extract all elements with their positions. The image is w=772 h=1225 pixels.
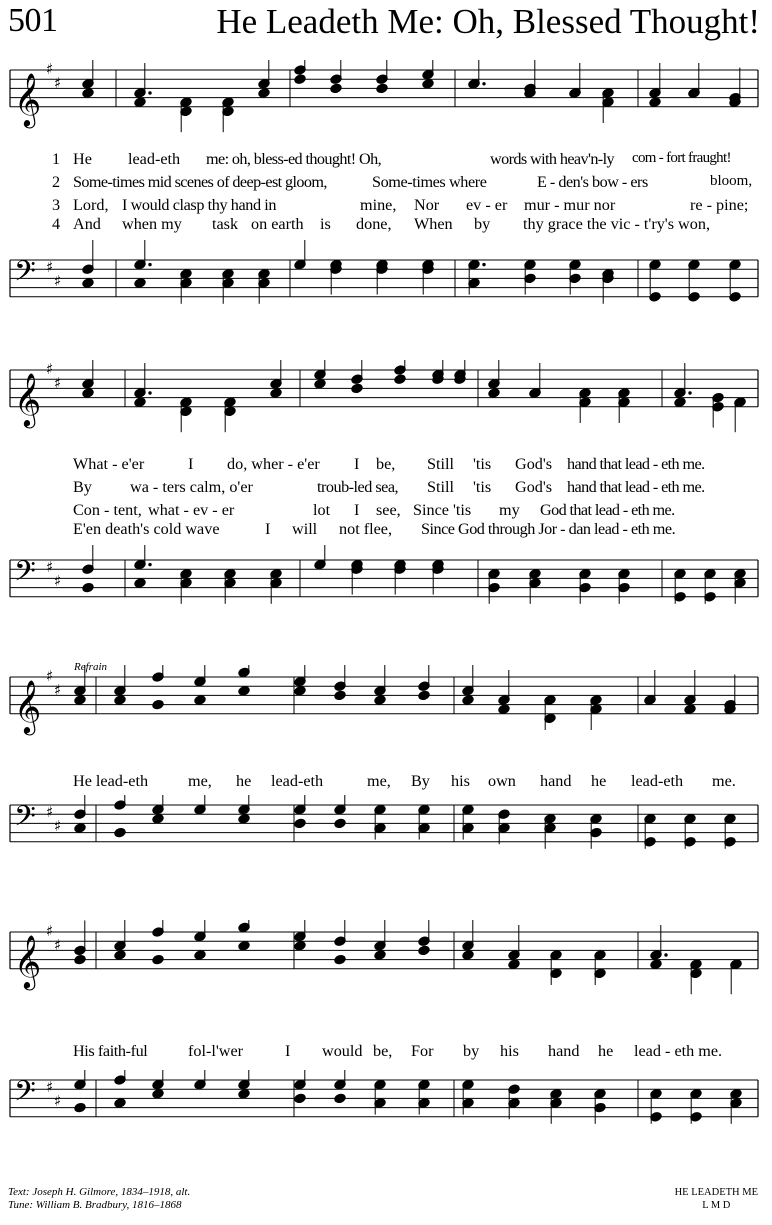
note-head — [334, 1093, 346, 1104]
treble-clef-icon: 𝄞 — [14, 71, 42, 126]
lyric-fragment: my — [499, 501, 520, 519]
note-head — [294, 940, 306, 951]
lyric-fragment: will — [292, 520, 318, 538]
lyric-fragment: me, — [367, 772, 391, 790]
lyric-fragment: not flee, — [339, 520, 393, 538]
lyric-fragment: I — [285, 1042, 291, 1060]
sharp-icon: ♯ — [46, 258, 54, 276]
lyric-fragment: Still — [427, 455, 454, 473]
lyric-fragment: hand — [540, 772, 572, 790]
verse-number: 2 — [52, 173, 61, 191]
sharp-icon: ♯ — [46, 1078, 54, 1096]
note-head — [650, 959, 662, 970]
lyric-fragment: hand — [548, 1042, 580, 1060]
lyric-fragment: By — [73, 478, 92, 496]
lyric-fragment: I — [265, 520, 271, 538]
hymn-number: 501 — [8, 2, 58, 39]
lyric-fragment: And — [73, 215, 101, 233]
text-credit: Text: Joseph H. Gilmore, 1834–1918, alt. — [8, 1186, 191, 1198]
sharp-icon: ♯ — [54, 572, 62, 590]
note-head — [114, 950, 126, 961]
bass-clef-icon: 𝄢 — [14, 255, 36, 295]
lyric-fragment: troub-led sea, — [317, 478, 399, 496]
sharp-icon: ♯ — [46, 667, 54, 685]
lyric-fragment: task — [212, 215, 239, 233]
lyric-fragment: Lord, — [73, 196, 109, 214]
note-head — [74, 1102, 86, 1113]
note-head — [418, 945, 430, 956]
note-head — [114, 1098, 126, 1109]
lyric-fragment: be, — [376, 455, 396, 473]
lyric-fragment: words with heav'n-ly — [490, 150, 614, 168]
lyric-fragment: me: oh, bless-ed thought! Oh, — [206, 150, 382, 168]
lyric-fragment: Some-times mid scenes of deep-est gloom, — [73, 173, 327, 191]
lyric-fragment: lead - eth me. — [634, 1042, 723, 1060]
sharp-icon: ♯ — [54, 681, 62, 699]
lyric-fragment: mine, — [360, 196, 397, 214]
refrain-label: Refrain — [74, 661, 107, 673]
lyric-fragment: by — [463, 1042, 480, 1060]
treble-clef-icon: 𝄞 — [14, 933, 42, 988]
refrain-lyrics-2 — [0, 1042, 772, 1062]
lyric-fragment: God's — [515, 455, 553, 473]
lyric-fragment: Since 'tis — [413, 501, 472, 519]
lyric-fragment: me. — [712, 772, 736, 790]
lyric-fragment: he — [591, 772, 607, 790]
lyric-fragment: Con - tent, — [73, 501, 142, 519]
lyric-fragment: lot — [313, 501, 331, 519]
lyric-fragment: fol-l'wer — [188, 1042, 244, 1060]
lyric-fragment: 'tis — [473, 455, 492, 473]
note-head — [462, 950, 474, 961]
note-head — [508, 959, 520, 970]
credits — [8, 1186, 190, 1212]
lyric-fragment: By — [411, 772, 430, 790]
tune-meter: L M D — [702, 1200, 731, 1211]
note-head — [74, 954, 86, 965]
lyric-fragment: own — [488, 772, 516, 790]
treble-clef-icon: 𝄞 — [14, 678, 42, 733]
lyric-fragment: is — [320, 215, 331, 233]
lyric-fragment: lead-eth — [128, 150, 181, 168]
lyric-fragment: lead-eth — [631, 772, 684, 790]
verse-number: 3 — [52, 196, 61, 214]
sharp-icon: ♯ — [54, 272, 62, 290]
note-head — [152, 1088, 164, 1099]
lyric-fragment: He lead-eth — [73, 772, 149, 790]
verse-number: 4 — [52, 215, 61, 233]
lyric-fragment: his — [451, 772, 470, 790]
lyric-fragment: by — [474, 215, 491, 233]
lyric-fragment: His faith-ful — [73, 1042, 148, 1060]
sharp-icon: ♯ — [46, 558, 54, 576]
lyric-fragment: thy grace the vic - t'ry's won, — [523, 215, 710, 233]
note-head — [334, 954, 346, 965]
tune-name: HE LEADETH ME — [674, 1187, 758, 1198]
lyric-fragment: com - fort fraught! — [632, 150, 731, 166]
lyric-fragment: see, — [376, 501, 401, 519]
lyric-fragment: lead-eth — [271, 772, 324, 790]
treble-clef-icon: 𝄞 — [14, 371, 42, 426]
sharp-icon: ♯ — [46, 60, 54, 78]
lyric-fragment: done, — [356, 215, 392, 233]
lyric-fragment: hand that lead - eth me. — [567, 478, 705, 496]
lyric-fragment: When — [414, 215, 453, 233]
tune-info — [675, 1186, 758, 1212]
lyric-fragment: Since God through Jor - dan lead - eth me. — [421, 520, 676, 538]
note-head — [294, 1093, 306, 1104]
bass-clef-icon: 𝄢 — [14, 1075, 36, 1115]
note-head — [238, 1088, 250, 1099]
lyric-fragment: mur - mur nor — [524, 196, 616, 214]
lyric-fragment: I — [354, 501, 360, 519]
lyric-fragment: bloom, — [710, 173, 753, 189]
lyric-fragment: re - pine; — [690, 196, 749, 214]
lyric-fragment: I would clasp thy hand in — [122, 196, 277, 214]
treble-staff-4 — [0, 920, 772, 1040]
hymn-title: He Leadeth Me: Oh, Blessed Thought! — [216, 2, 760, 41]
sharp-icon: ♯ — [54, 936, 62, 954]
sharp-icon: ♯ — [46, 922, 54, 940]
lyric-fragment: do, wher - e'er — [227, 455, 320, 473]
bass-staff-4 — [0, 1070, 772, 1170]
lyric-fragment: wa - ters calm, o'er — [130, 478, 253, 496]
lyric-fragment: Some-times where — [372, 173, 487, 191]
lyric-fragment: he — [236, 772, 252, 790]
lyric-fragment: I — [354, 455, 360, 473]
lyric-fragment: what - ev - er — [148, 501, 235, 519]
lyric-fragment: E'en death's cold wave — [73, 520, 220, 538]
lyric-fragment: God that lead - eth me. — [540, 501, 675, 519]
lyric-fragment: would — [322, 1042, 363, 1060]
lyric-fragment: He — [73, 150, 92, 168]
lyric-fragment: 'tis — [473, 478, 492, 496]
lyric-fragment: he — [598, 1042, 614, 1060]
tune-credit: Tune: William B. Bradbury, 1816–1868 — [8, 1199, 182, 1211]
note-head — [374, 950, 386, 961]
lyric-fragment: God's — [515, 478, 553, 496]
lyric-fragment: be, — [373, 1042, 393, 1060]
lyric-fragment: Still — [427, 478, 454, 496]
lyric-fragment: E - den's bow - ers — [537, 173, 648, 191]
lyric-fragment: on earth — [251, 215, 304, 233]
lyric-fragment: hand that lead - eth me. — [567, 455, 705, 473]
sharp-icon: ♯ — [54, 74, 62, 92]
lyric-fragment: his — [500, 1042, 519, 1060]
lyric-fragment: when my — [122, 215, 182, 233]
lyric-fragment: Nor — [414, 196, 440, 214]
sharp-icon: ♯ — [46, 803, 54, 821]
lyric-fragment: For — [411, 1042, 434, 1060]
lyric-fragment: I — [188, 455, 194, 473]
verse-number: 1 — [52, 150, 61, 168]
sharp-icon: ♯ — [54, 374, 62, 392]
lyric-fragment: ev - er — [466, 196, 508, 214]
sharp-icon: ♯ — [54, 817, 62, 835]
bass-clef-icon: 𝄢 — [14, 555, 36, 595]
sharp-icon: ♯ — [46, 360, 54, 378]
bass-clef-icon: 𝄢 — [14, 800, 36, 840]
note-head — [238, 940, 250, 951]
lyric-fragment: What - e'er — [73, 455, 145, 473]
lyric-fragment: me, — [188, 772, 212, 790]
note-head — [152, 954, 164, 965]
sharp-icon: ♯ — [54, 1092, 62, 1110]
note-head — [194, 950, 206, 961]
note-dot — [664, 953, 667, 956]
